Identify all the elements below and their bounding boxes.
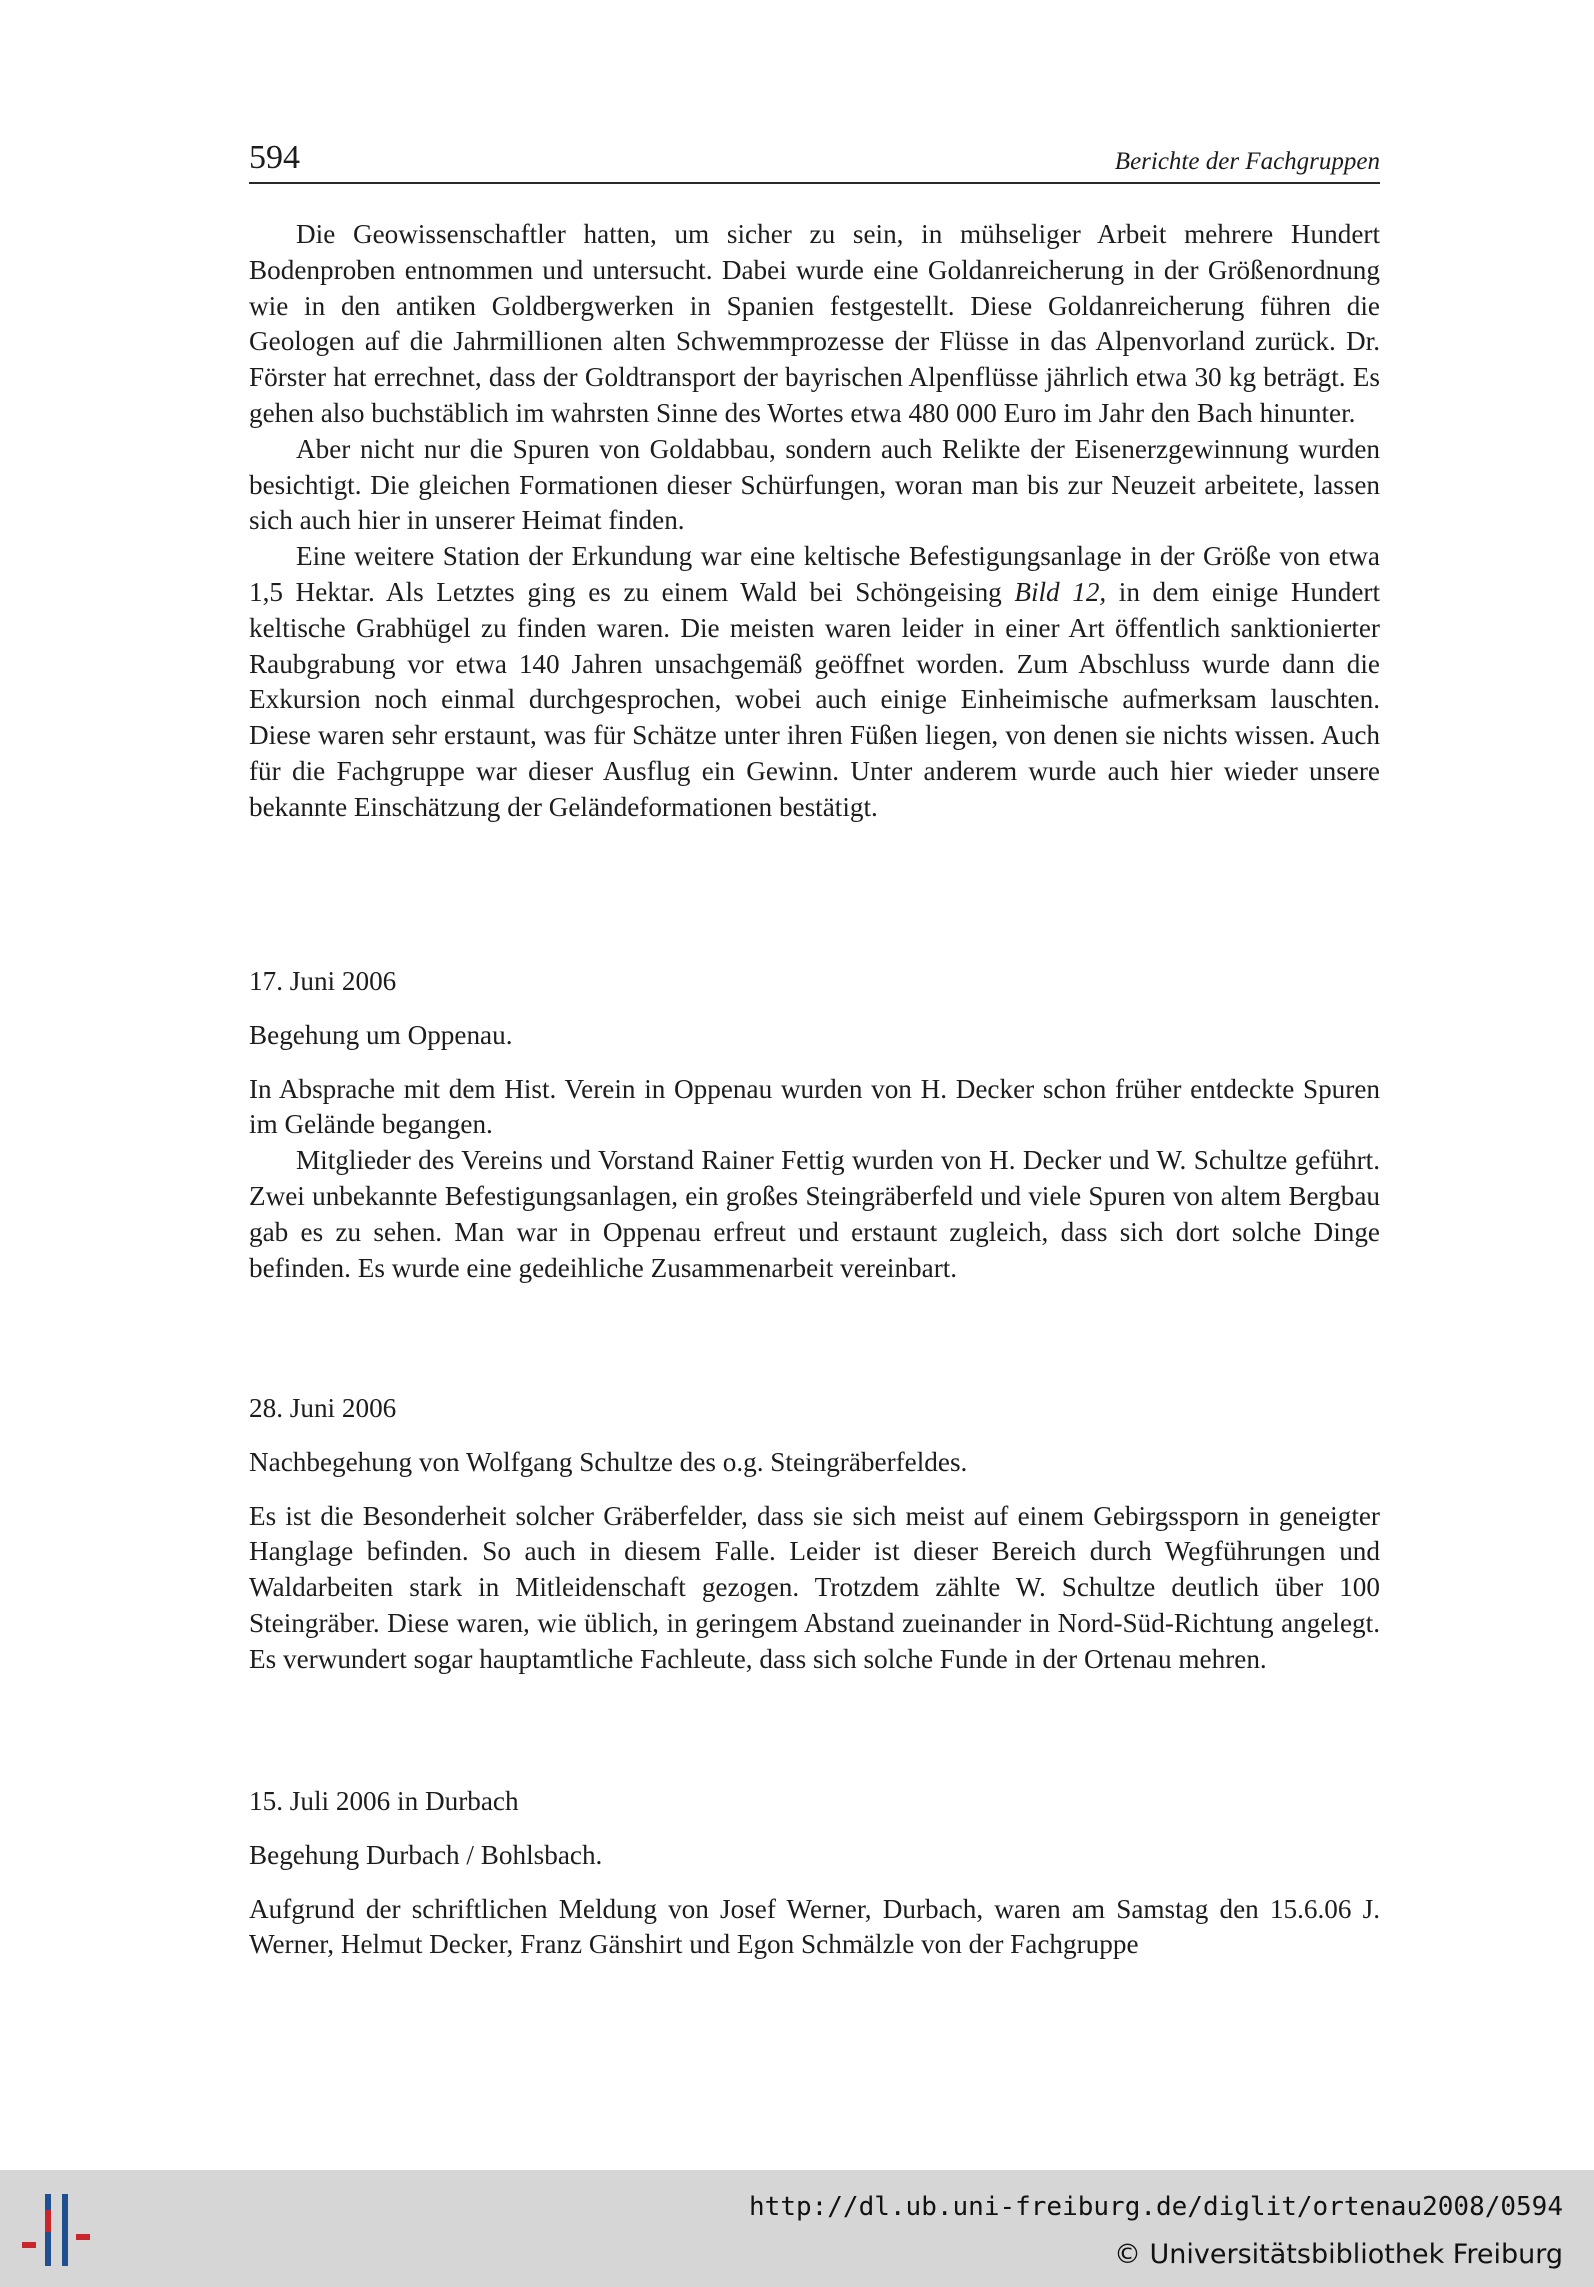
paragraph: Die Geowissenschaftler hatten, um sicher zu sein, in mühseliger Arbeit mehrere Hundert Bodenproben entnommen und untersucht. Dabei wurde eine Goldanreicherung in der Größenordnung wie in den antiken Goldbergwerken in Spanien festgestellt. Diese Goldanreicherung führen die Geologen auf die Jahrmillionen alten Schwemmprozesse der Flüsse in das Alpenvorland zurück. Dr. Förster hat errechnet, dass der Goldtransport der bayrischen Alpenflüsse jährlich etwa 30 kg beträgt. Es gehen also buchstäblich im wahrsten Sinne des Wortes etwa 480 000 Euro im Jahr den Bach hinunter. <box>249 219 1380 428</box>
paragraph <box>249 539 1380 825</box>
running-title: Berichte der Fachgruppen <box>1114 148 1380 175</box>
paragraph: In Absprache mit dem Hist. Verein in Oppenau wurden von H. Decker schon früher entdeckte Spuren im Gelände begangen. <box>249 1073 1380 1140</box>
entry-text <box>249 1892 1380 1964</box>
paragraph: Aber nicht nur die Spuren von Goldabbau, sondern auch Relikte der Eisenerzgewinnung wurden besichtigt. Die gleichen Formationen dieser Schürfungen, woran man bis zur Neuzeit arbeitete, lassen sich auch hier in unserer Heimat finden. <box>249 433 1380 536</box>
entry-date: 15. Juli 2006 in Durbach <box>249 1786 519 1816</box>
entry-subtitle: Begehung um Oppenau. <box>249 1019 513 1050</box>
entry-date: 28. Juni 2006 <box>249 1393 397 1423</box>
entry-subtitle: Begehung Durbach / Bohlsbach. <box>249 1839 603 1870</box>
figure-reference: Bild 12, <box>1014 576 1107 607</box>
source-url[interactable]: http://dl.ub.uni-freiburg.de/diglit/ortenau2008/0594 <box>749 2192 1563 2222</box>
footer-bar <box>0 2170 1594 2287</box>
entry-2006-06-28 <box>249 1391 1380 1678</box>
entry-2006-06-17 <box>249 964 1380 1286</box>
ub-freiburg-logo-icon <box>18 2190 98 2270</box>
entry-2006-07-15 <box>249 1784 1380 1963</box>
page-header <box>249 138 1380 184</box>
paragraph: Aufgrund der schriftlichen Meldung von Josef Werner, Durbach, waren am Samstag den 15.6.06 J. Werner, Helmut Decker, Franz Gänshirt und Egon Schmälzle von der Fachgruppe <box>249 1893 1380 1960</box>
entry-text <box>249 1072 1380 1287</box>
copyright-notice: © Universitätsbibliothek Freiburg <box>1113 2239 1563 2270</box>
page-number: 594 <box>249 139 300 176</box>
paragraph: Es ist die Besonderheit solcher Gräberfelder, dass sie sich meist auf einem Gebirgssporn in geneigter Hanglage befinden. So auch in diesem Falle. Leider ist dieser Bereich durch Wegführungen und Waldarbeiten stark in Mitleidenschaft gezogen. Trotzdem zählte W. Schultze deutlich über 100 Steingräber. Diese waren, wie üblich, in geringem Abstand zueinander in Nord-Süd-Richtung angelegt. Es verwundert sogar hauptamtliche Fachleute, dass sich solche Funde in der Ortenau mehren. <box>249 1500 1380 1674</box>
entry-text <box>249 1499 1380 1678</box>
intro-text <box>249 217 1380 826</box>
paragraph: Mitglieder des Vereins und Vorstand Rainer Fettig wurden von H. Decker und W. Schultze geführt. Zwei unbekannte Befestigungsanlagen, ein großes Steingräberfeld und viele Spuren von altem Bergbau gab es zu sehen. Man war in Oppenau erfreut und erstaunt zugleich, dass sich dort solche Dinge befinden. Es wurde eine gedeihliche Zusammenarbeit vereinbart. <box>249 1145 1380 1283</box>
entry-subtitle: Nachbegehung von Wolfgang Schultze des o.g. Steingräberfeldes. <box>249 1446 968 1477</box>
paragraph-text: in dem einige Hundert keltische Grabhügel zu finden waren. Die meisten waren leider in einer Art öffentlich sanktionierter Raubgrabung vor etwa 140 Jahren unsachgemäß geöffnet worden. Zum Abschluss wurde dann die Exkursion noch einmal durchgesprochen, wobei auch einige Einheimische aufmerksam lauschten. Diese waren sehr erstaunt, was für Schätze unter ihren Füßen liegen, von denen sie nichts wissen. Auch für die Fachgruppe war dieser Ausflug ein Gewinn. Unter anderem wurde auch hier wieder unsere bekannte Einschätzung der Geländeformationen bestätigt. <box>249 576 1380 822</box>
paragraph-text: Eine weitere Station der Erkundung war eine keltische Befestigungsanlage in der Größe von etwa 1,5 Hektar. Als Letztes ging es zu einem Wald bei Schöngeising <box>249 541 1380 607</box>
entry-date: 17. Juni 2006 <box>249 966 397 996</box>
